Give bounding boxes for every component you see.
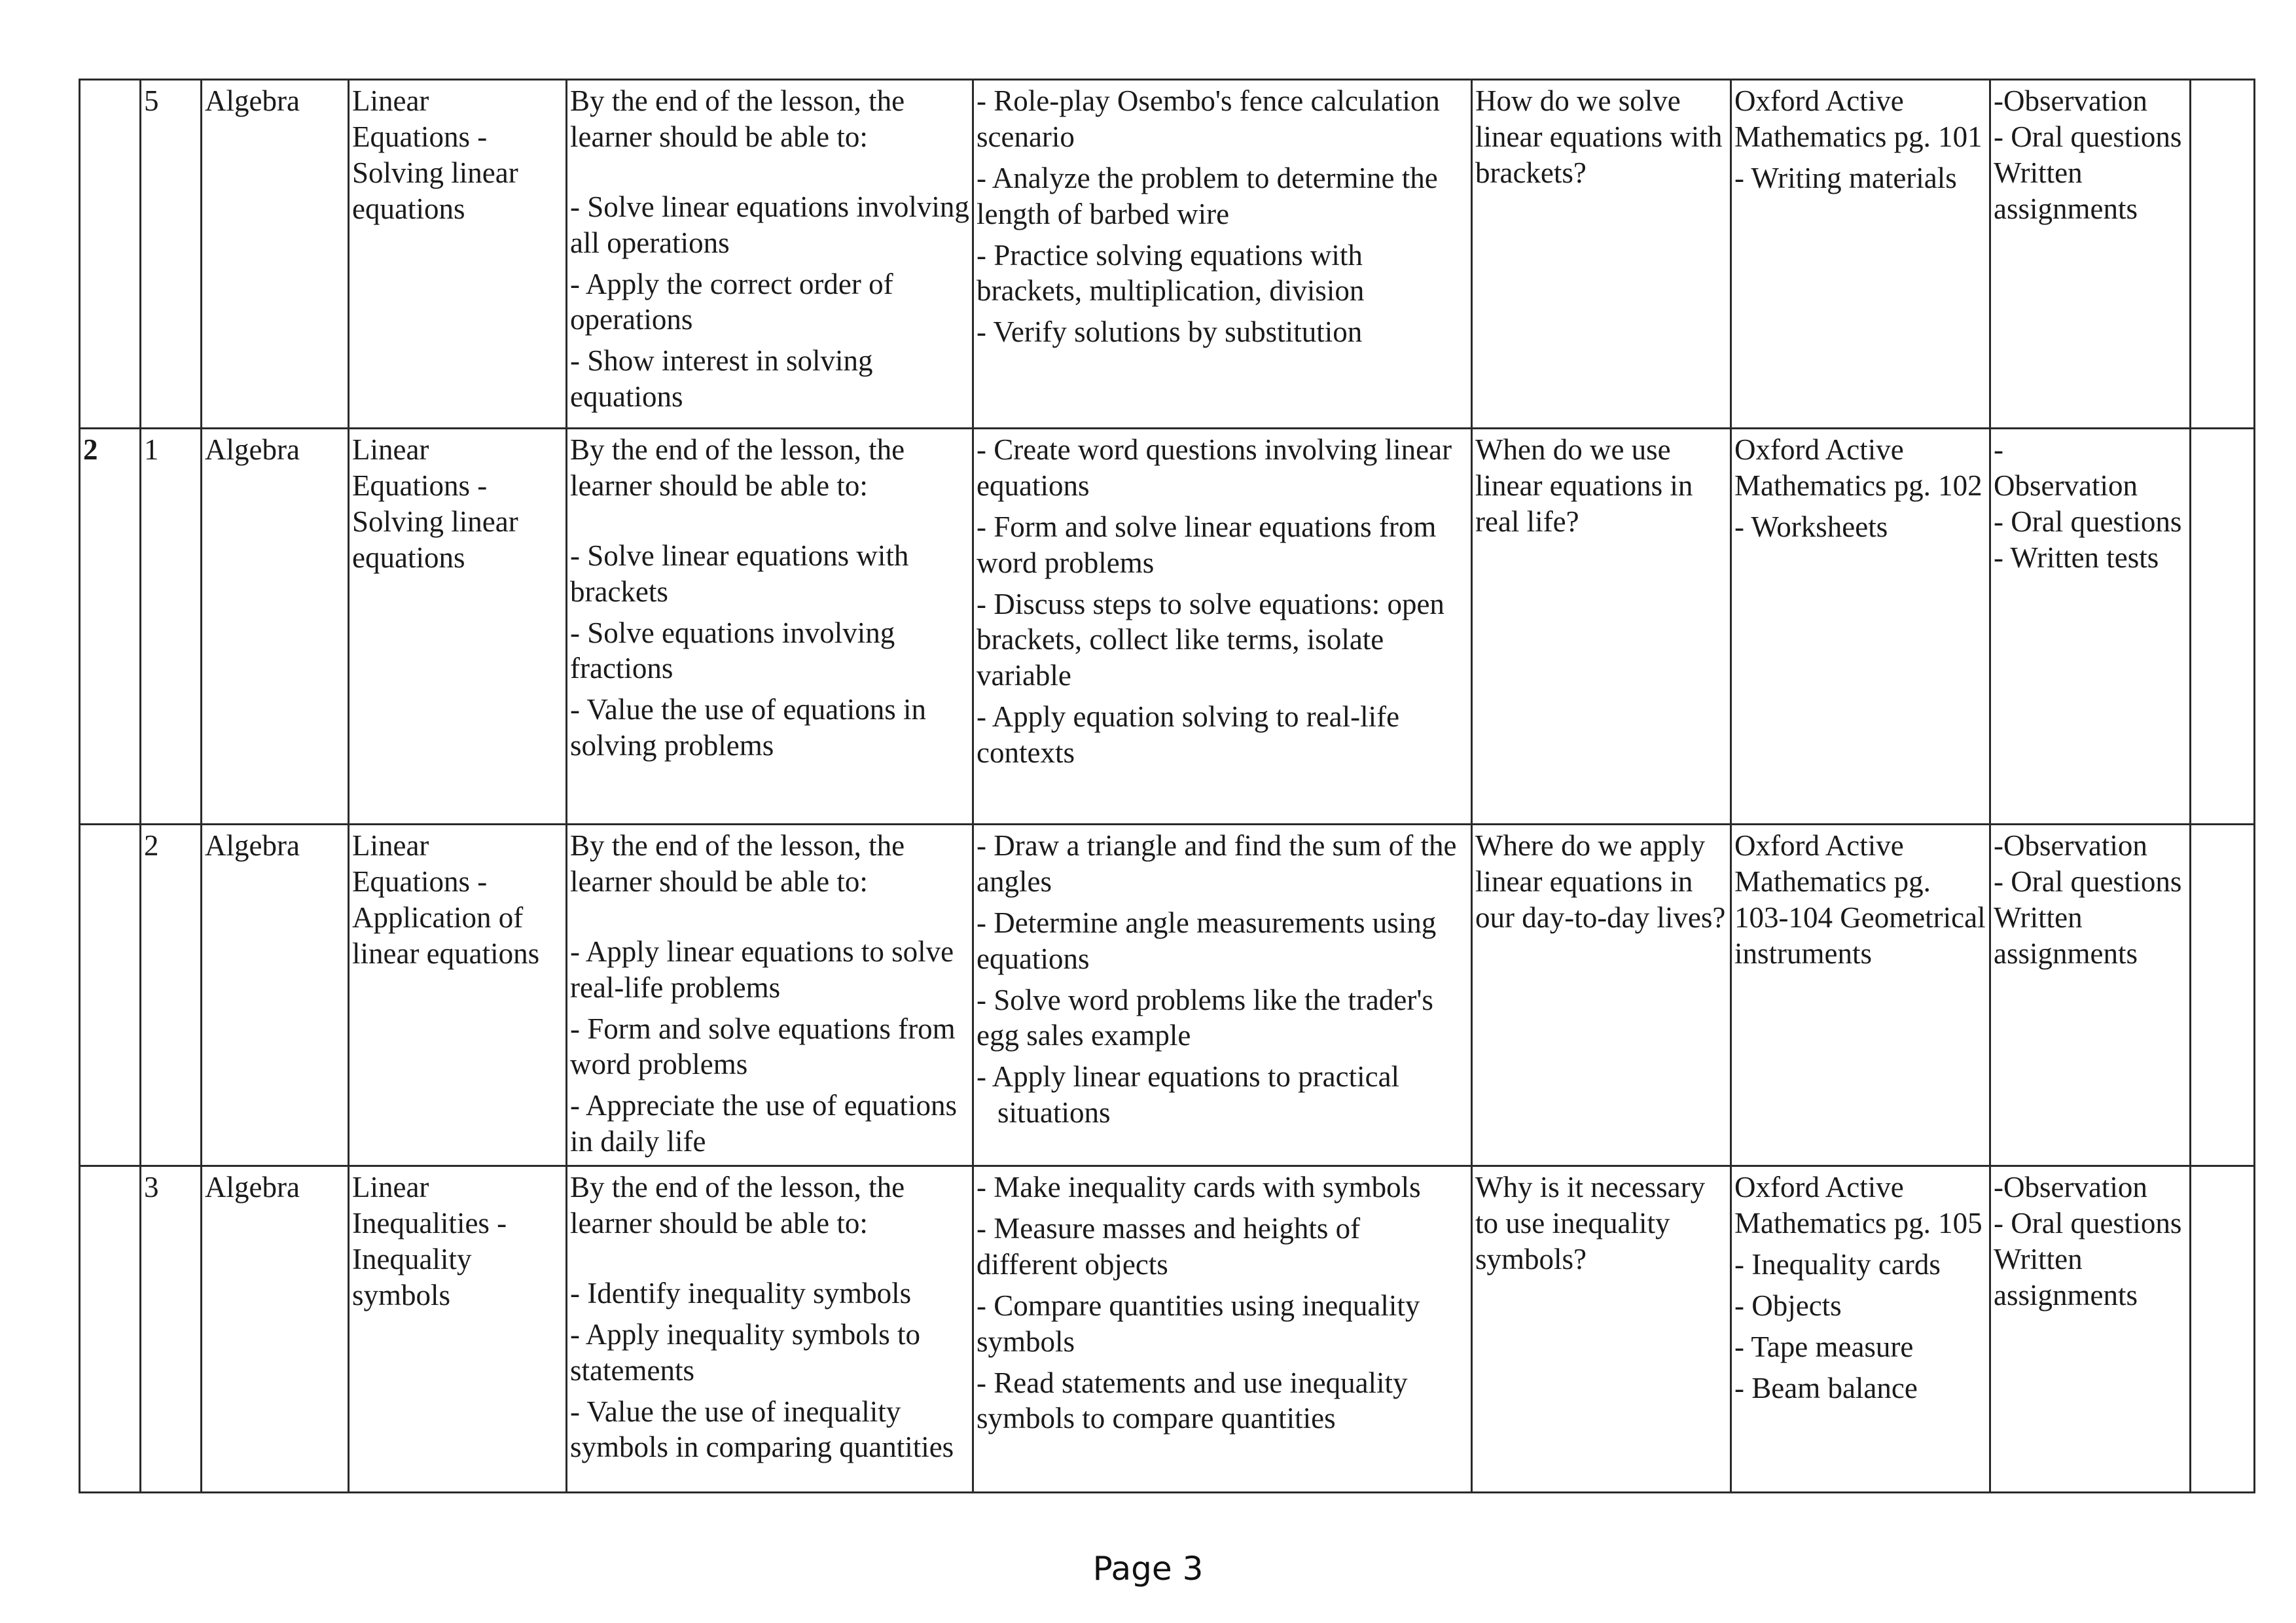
- resource-item: Oxford Active Mathematics pg. 102: [1734, 433, 1982, 502]
- sub-strand-cell: [349, 80, 567, 429]
- experience-item: - Draw a triangle and find the sum of the angles: [977, 829, 1457, 898]
- sub-strand-line: Equations -: [352, 120, 488, 153]
- sub-strand-line: Linear: [352, 433, 429, 466]
- table-row: [80, 825, 2255, 1166]
- learning-outcomes-cell: [567, 80, 973, 429]
- sub-strand-line: Equations -: [352, 865, 488, 898]
- learning-experiences-cell: [973, 825, 1472, 1166]
- assessment-item: Observation: [1994, 469, 2138, 502]
- learning-experiences-cell: [973, 429, 1472, 825]
- experience-item: - Make inequality cards with symbols: [977, 1171, 1421, 1204]
- sub-strand-line: Linear: [352, 829, 429, 862]
- assessment-cell: [1990, 429, 2191, 825]
- resource-item: - Objects: [1734, 1289, 1842, 1322]
- week-cell: [80, 825, 141, 1166]
- resources-cell: [1731, 429, 1990, 825]
- resource-item: - Tape measure: [1734, 1330, 1914, 1363]
- outcome-item: - Value the use of inequality symbols in comparing quantities: [570, 1395, 954, 1464]
- remarks-cell: [2191, 1166, 2255, 1493]
- experience-item: - Form and solve linear equations from word problems: [977, 510, 1437, 579]
- learning-experiences-cell: [973, 1166, 1472, 1493]
- resource-item: - Worksheets: [1734, 510, 1888, 543]
- sub-strand-line: equations: [352, 192, 465, 225]
- outcome-item: - Show interest in solving equations: [570, 344, 873, 414]
- inquiry-question-cell: Why is it necessary to use inequality symbols?: [1472, 1166, 1731, 1493]
- experience-item: - Compare quantities using inequality symbols: [977, 1289, 1420, 1358]
- learning-experiences-cell: [973, 80, 1472, 429]
- sub-strand-line: linear equations: [352, 936, 540, 970]
- table-row: [80, 80, 2255, 429]
- outcome-item: - Apply the correct order of operations: [570, 267, 893, 336]
- remarks-cell: [2191, 429, 2255, 825]
- strand-cell: Algebra: [202, 80, 349, 429]
- assessment-item: - Oral questions - Written tests: [1994, 505, 2182, 574]
- experience-item: - Read statements and use inequality symbols to compare quantities: [977, 1366, 1408, 1435]
- outcome-item: - Solve equations involving fractions: [570, 616, 895, 685]
- outcome-item: - Identify inequality symbols: [570, 1276, 912, 1310]
- sub-strand-line: symbols: [352, 1278, 451, 1311]
- lesson-cell: 2: [141, 825, 202, 1166]
- outcome-item: - Form and solve equations from word problems: [570, 1012, 956, 1081]
- outcomes-intro: By the end of the lesson, the learner should be able to:: [570, 433, 905, 502]
- strand-cell: Algebra: [202, 429, 349, 825]
- learning-outcomes-cell: [567, 1166, 973, 1493]
- outcome-item: - Solve linear equations with brackets: [570, 539, 909, 608]
- sub-strand-cell: [349, 825, 567, 1166]
- table-row: [80, 429, 2255, 825]
- experience-item: - Measure masses and heights of different objects: [977, 1212, 1361, 1281]
- assessment-cell: [1990, 80, 2191, 429]
- experience-item: - Solve word problems like the trader's egg sales example: [977, 983, 1433, 1052]
- inquiry-question-cell: When do we use linear equations in real life?: [1472, 429, 1731, 825]
- page-number: Page 3: [1092, 1550, 1204, 1588]
- sub-strand-line: Inequality: [352, 1242, 472, 1275]
- sub-strand-cell: [349, 1166, 567, 1493]
- assessment-cell: [1990, 1166, 2191, 1493]
- outcomes-intro: By the end of the lesson, the learner should be able to:: [570, 84, 905, 153]
- outcome-item: - Appreciate the use of equations in daily life: [570, 1089, 958, 1158]
- resources-cell: [1731, 825, 1990, 1166]
- sub-strand-line: Solving linear: [352, 505, 518, 538]
- sub-strand-line: Linear: [352, 1171, 429, 1204]
- outcome-item: - Apply inequality symbols to statements: [570, 1317, 920, 1387]
- assessment-item: -Observation: [1994, 84, 2147, 117]
- remarks-cell: [2191, 825, 2255, 1166]
- outcome-item: - Solve linear equations involving all operations: [570, 190, 969, 259]
- sub-strand-line: equations: [352, 541, 465, 574]
- assessment-item: - Oral questions Written assignments: [1994, 865, 2182, 970]
- experience-item: - Apply linear equations to practical situations: [977, 1060, 1400, 1130]
- assessment-cell: [1990, 825, 2191, 1166]
- resource-item: Oxford Active Mathematics pg. 105: [1734, 1171, 1982, 1240]
- experience-item: - Practice solving equations with brackets, multiplication, division: [977, 238, 1365, 308]
- resources-cell: [1731, 80, 1990, 429]
- learning-outcomes-cell: [567, 429, 973, 825]
- inquiry-question-cell: Where do we apply linear equations in our day-to-day lives?: [1472, 825, 1731, 1166]
- week-cell: [80, 1166, 141, 1493]
- lesson-cell: 5: [141, 80, 202, 429]
- experience-item: - Discuss steps to solve equations: open brackets, collect like terms, isolate variable: [977, 587, 1444, 692]
- experience-item: - Role-play Osembo's fence calculation scenario: [977, 84, 1440, 153]
- scheme-of-work-table: [79, 79, 2255, 1493]
- experience-item: - Analyze the problem to determine the length of barbed wire: [977, 161, 1438, 230]
- assessment-item: -: [1994, 433, 2003, 466]
- resource-item: - Inequality cards: [1734, 1247, 1941, 1281]
- sub-strand-cell: [349, 429, 567, 825]
- resource-item: - Writing materials: [1734, 161, 1957, 194]
- strand-cell: Algebra: [202, 825, 349, 1166]
- experience-item: - Determine angle measurements using equations: [977, 906, 1437, 975]
- assessment-item: -Observation: [1994, 1171, 2147, 1204]
- experience-item: - Apply equation solving to real-life contexts: [977, 700, 1400, 770]
- outcomes-intro: By the end of the lesson, the learner should be able to:: [570, 1171, 905, 1240]
- lesson-cell: 1: [141, 429, 202, 825]
- assessment-item: - Oral questions Written assignments: [1994, 120, 2182, 225]
- sub-strand-line: Solving linear: [352, 156, 518, 189]
- learning-outcomes-cell: [567, 825, 973, 1166]
- table-row: [80, 1166, 2255, 1493]
- sub-strand-line: Inequalities -: [352, 1207, 507, 1240]
- lesson-cell: 3: [141, 1166, 202, 1493]
- remarks-cell: [2191, 80, 2255, 429]
- outcome-item: - Value the use of equations in solving problems: [570, 693, 927, 762]
- experience-item: - Create word questions involving linear equations: [977, 433, 1452, 502]
- resource-item: Oxford Active Mathematics pg. 103-104 Geometrical instruments: [1734, 829, 1986, 970]
- week-cell: [80, 80, 141, 429]
- sub-strand-line: Application of: [352, 901, 524, 934]
- outcomes-intro: By the end of the lesson, the learner should be able to:: [570, 829, 905, 898]
- assessment-item: - Oral questions Written assignments: [1994, 1207, 2182, 1311]
- strand-cell: Algebra: [202, 1166, 349, 1493]
- sub-strand-line: Linear: [352, 84, 429, 117]
- outcome-item: - Apply linear equations to solve real-life problems: [570, 935, 954, 1004]
- resource-item: Oxford Active Mathematics pg. 101: [1734, 84, 1982, 153]
- sub-strand-line: Equations -: [352, 469, 488, 502]
- experience-item: - Verify solutions by substitution: [977, 315, 1363, 349]
- resource-item: - Beam balance: [1734, 1371, 1918, 1404]
- week-cell: 2: [80, 429, 141, 825]
- resources-cell: [1731, 1166, 1990, 1493]
- assessment-item: -Observation: [1994, 829, 2147, 862]
- inquiry-question-cell: How do we solve linear equations with brackets?: [1472, 80, 1731, 429]
